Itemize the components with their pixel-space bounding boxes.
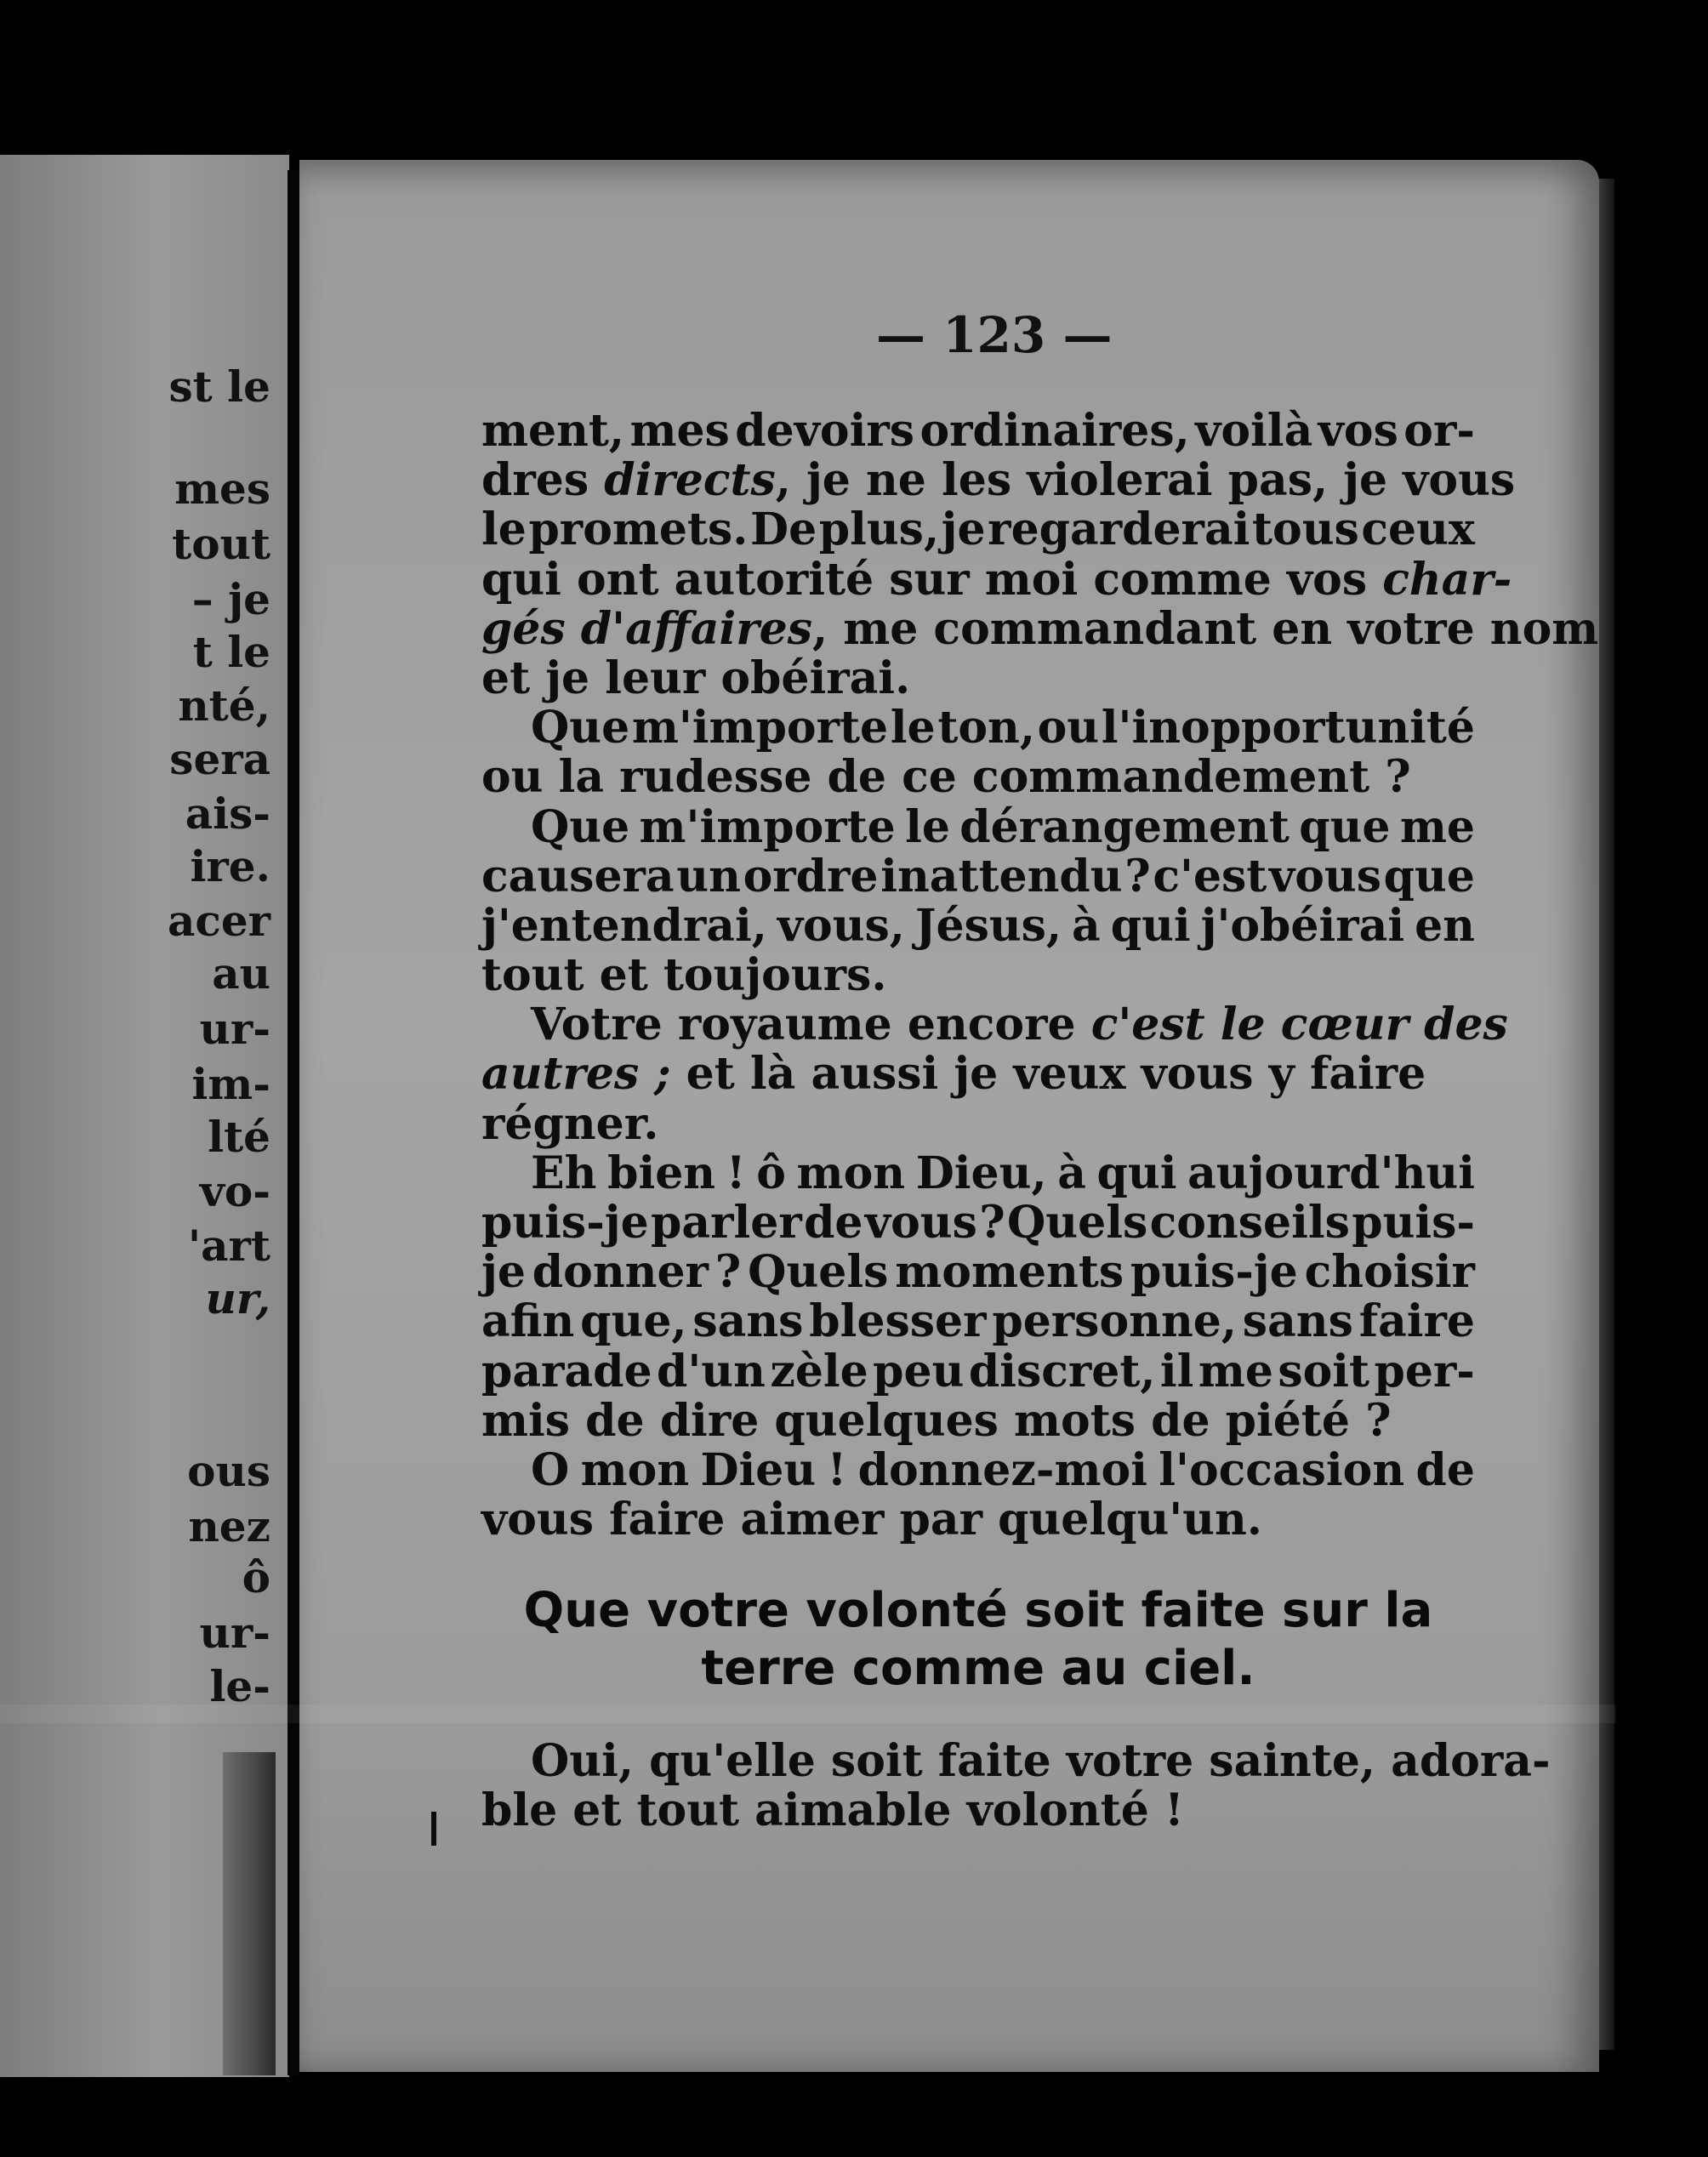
word: choisir [1304, 1246, 1475, 1299]
book-spine [288, 170, 299, 2075]
word: Eh [531, 1147, 597, 1199]
word: parler [651, 1197, 802, 1249]
left-page-line: ous [187, 1446, 270, 1496]
word: O [531, 1443, 570, 1496]
word: qui [1110, 899, 1191, 952]
word: de [1415, 1443, 1475, 1496]
text-span: vous faire aimer par quelqu'un. [481, 1494, 1262, 1546]
word: ton, [937, 702, 1035, 754]
text-line [481, 454, 1516, 507]
text-span [481, 1394, 1392, 1447]
word: bien [607, 1147, 716, 1199]
word: ô [756, 1147, 786, 1199]
word: à [1057, 1147, 1086, 1199]
word: puis-je [1130, 1246, 1298, 1299]
word: vos [1318, 405, 1398, 457]
word: m'importe [639, 800, 896, 853]
text-line [481, 852, 1475, 902]
left-page-line: tout [172, 519, 270, 569]
word: le [481, 504, 527, 556]
text-span [481, 1495, 1262, 1545]
text-line [481, 602, 1599, 655]
section-heading-line: Que votre volonté soit faite sur la [523, 1583, 1433, 1638]
left-page-line: 'art [187, 1221, 270, 1271]
page-edge [1599, 179, 1614, 2050]
word: peu [873, 1345, 965, 1397]
left-page-line: st le [168, 361, 270, 412]
text-line [481, 1297, 1475, 1346]
text-line [481, 800, 1475, 853]
word: plus, [818, 504, 940, 556]
text-span [481, 602, 1599, 655]
text-line [481, 1248, 1475, 1297]
word: vous [1269, 850, 1381, 902]
word: mes [629, 405, 730, 457]
word: Quels [1007, 1197, 1148, 1249]
word: j'obéirai [1200, 899, 1405, 952]
word: me [1198, 1345, 1273, 1397]
word: l'inopportunité [1101, 702, 1475, 754]
word: ceux [1361, 504, 1475, 556]
word: ? [1124, 850, 1151, 902]
italic-text: autres ; [481, 1048, 671, 1101]
word: donnez-moi [857, 1443, 1147, 1496]
word: je [941, 504, 986, 556]
left-page-line: lté [208, 1112, 270, 1162]
text-line [481, 1050, 1475, 1099]
text-span: dres [481, 454, 605, 507]
closing-paragraph [481, 1735, 1551, 1837]
word: sans [1242, 1295, 1353, 1348]
word: qui [1096, 1147, 1177, 1199]
text-line [481, 1786, 1475, 1835]
text-span: régner. [481, 1097, 659, 1150]
left-page-line: ô [242, 1552, 270, 1602]
text-span [481, 1097, 659, 1150]
left-page-line: acer [168, 896, 270, 946]
left-page-line: au [212, 948, 270, 999]
word: en [1415, 899, 1475, 952]
word: afin [481, 1295, 575, 1348]
word: ordinaires, [919, 405, 1190, 457]
text-span [481, 555, 1512, 605]
left-page-line: nté, [178, 680, 270, 731]
left-page-line: ais- [185, 788, 270, 839]
word: dérangement [959, 800, 1290, 853]
word: ? [979, 1197, 1005, 1249]
word: que [1383, 850, 1475, 902]
word: Que [531, 800, 630, 853]
word: ordre [743, 850, 879, 902]
text-span: et là aussi je veux vous y faire [670, 1048, 1426, 1101]
word: devoirs [735, 405, 915, 457]
word: discret, [968, 1345, 1156, 1397]
italic-text: gés d'affaires [481, 602, 813, 655]
scan-fold-band [0, 1705, 1616, 1723]
text-span [481, 753, 1411, 802]
word: Dieu, [915, 1147, 1047, 1199]
left-page-line: ur- [199, 1608, 270, 1658]
text-line [481, 753, 1475, 802]
word: que [1299, 800, 1391, 853]
text-span [481, 951, 886, 1000]
text-span: qui ont autorité sur moi comme vos [481, 553, 1383, 606]
word: j'entendrai, [481, 899, 767, 952]
word: d'un [657, 1345, 766, 1397]
left-page-line: nez [188, 1501, 270, 1551]
left-page-line: vo- [199, 1166, 270, 1216]
gutter-shadow [223, 1752, 276, 2075]
word: faire [1358, 1295, 1475, 1348]
word: le [890, 702, 936, 754]
word: causera [481, 850, 675, 902]
text-span [481, 654, 910, 703]
body-text [481, 405, 1599, 1546]
word: per- [1374, 1345, 1475, 1397]
word: l'occasion [1159, 1443, 1405, 1496]
text-line [481, 1097, 1475, 1150]
word: un [676, 850, 741, 902]
left-page-line: t le [192, 627, 270, 677]
text-line [481, 1198, 1475, 1248]
word: m'importe [631, 702, 889, 754]
text-span: et je leur obéirai. [481, 652, 911, 704]
word: personne, [992, 1295, 1237, 1348]
word: que, [580, 1295, 687, 1348]
text-line [481, 951, 1475, 1000]
word: Quels [748, 1246, 889, 1299]
text-span: ou la rudesse de ce commandement ? [481, 751, 1411, 804]
word: mon [796, 1147, 906, 1199]
word: puis- [1352, 1197, 1475, 1249]
word: de [804, 1197, 863, 1249]
text-line [481, 1394, 1475, 1447]
text-span [531, 1000, 1508, 1050]
word: je [481, 1246, 526, 1299]
word: ! [827, 1443, 847, 1496]
word: le [905, 800, 950, 853]
word: or- [1403, 405, 1475, 457]
word: vous, [777, 899, 905, 952]
word: tous [1251, 504, 1359, 556]
text-span: Oui, qu'elle soit faite votre sainte, adora- [531, 1735, 1551, 1787]
word: ment, [481, 405, 625, 457]
section-heading-line: terre comme au ciel. [701, 1641, 1255, 1696]
text-span: tout et toujours. [481, 949, 887, 1002]
left-page-line: ur- [199, 1004, 270, 1054]
word: ? [715, 1246, 742, 1299]
text-line [481, 505, 1475, 555]
text-line [481, 703, 1475, 753]
word: aujourd'hui [1187, 1147, 1475, 1199]
word: ! [726, 1147, 746, 1199]
word: soit [1278, 1345, 1370, 1397]
left-page-line: im- [191, 1059, 270, 1109]
word: à [1072, 899, 1101, 952]
word: inattendu [880, 850, 1123, 902]
italic-text: directs [604, 454, 776, 507]
word: Jésus, [914, 899, 1062, 952]
word: conseils [1149, 1197, 1350, 1249]
word: Que [531, 702, 630, 754]
text-span: mis de dire quelques mots de piété ? [481, 1394, 1392, 1447]
left-page-line: sera [169, 734, 270, 784]
word: zèle [770, 1345, 868, 1397]
text-line [481, 1443, 1475, 1496]
text-line [481, 1149, 1475, 1198]
left-page-line: ur, [205, 1273, 270, 1323]
text-span [481, 1050, 1426, 1099]
word: regarderai [988, 504, 1250, 556]
word: c'est [1153, 850, 1267, 902]
text-line [481, 553, 1512, 606]
text-line [481, 1735, 1551, 1787]
text-line [481, 654, 1475, 703]
word: ou [1037, 702, 1100, 754]
left-page-line: – je [191, 574, 270, 624]
word: il [1159, 1345, 1194, 1397]
italic-text: char- [1382, 553, 1512, 606]
word: Dieu [700, 1443, 817, 1496]
section-heading [481, 1582, 1475, 1698]
word: moments [895, 1246, 1124, 1299]
text-line [481, 899, 1475, 952]
page-number: — 123 — [876, 306, 1113, 364]
word: parade [481, 1345, 652, 1397]
left-page-line: ire. [190, 841, 270, 891]
left-page-line: le- [209, 1661, 270, 1711]
text-span [481, 456, 1515, 505]
text-span: , me commandant en votre nom [812, 602, 1599, 655]
word: voilà [1195, 405, 1313, 457]
word: promets. [528, 504, 749, 556]
margin-mark [431, 1812, 436, 1846]
text-span: Votre royaume encore [531, 999, 1091, 1051]
left-page-line: mes [174, 464, 270, 514]
text-line [481, 407, 1475, 456]
italic-text: c'est le cœur des [1090, 999, 1508, 1051]
word: mon [580, 1443, 690, 1496]
text-span: , je ne les violerai pas, je vous [775, 454, 1516, 507]
word: De [749, 504, 817, 556]
text-line [481, 999, 1508, 1051]
word: vous [864, 1197, 977, 1249]
text-line [481, 1495, 1475, 1545]
text-span: ble et tout aimable volonté ! [481, 1784, 1184, 1837]
text-line [481, 1347, 1475, 1397]
word: puis-je [481, 1197, 649, 1249]
word: me [1399, 800, 1475, 853]
word: sans [692, 1295, 804, 1348]
word: blesser [809, 1295, 987, 1348]
word: donner [532, 1246, 709, 1299]
